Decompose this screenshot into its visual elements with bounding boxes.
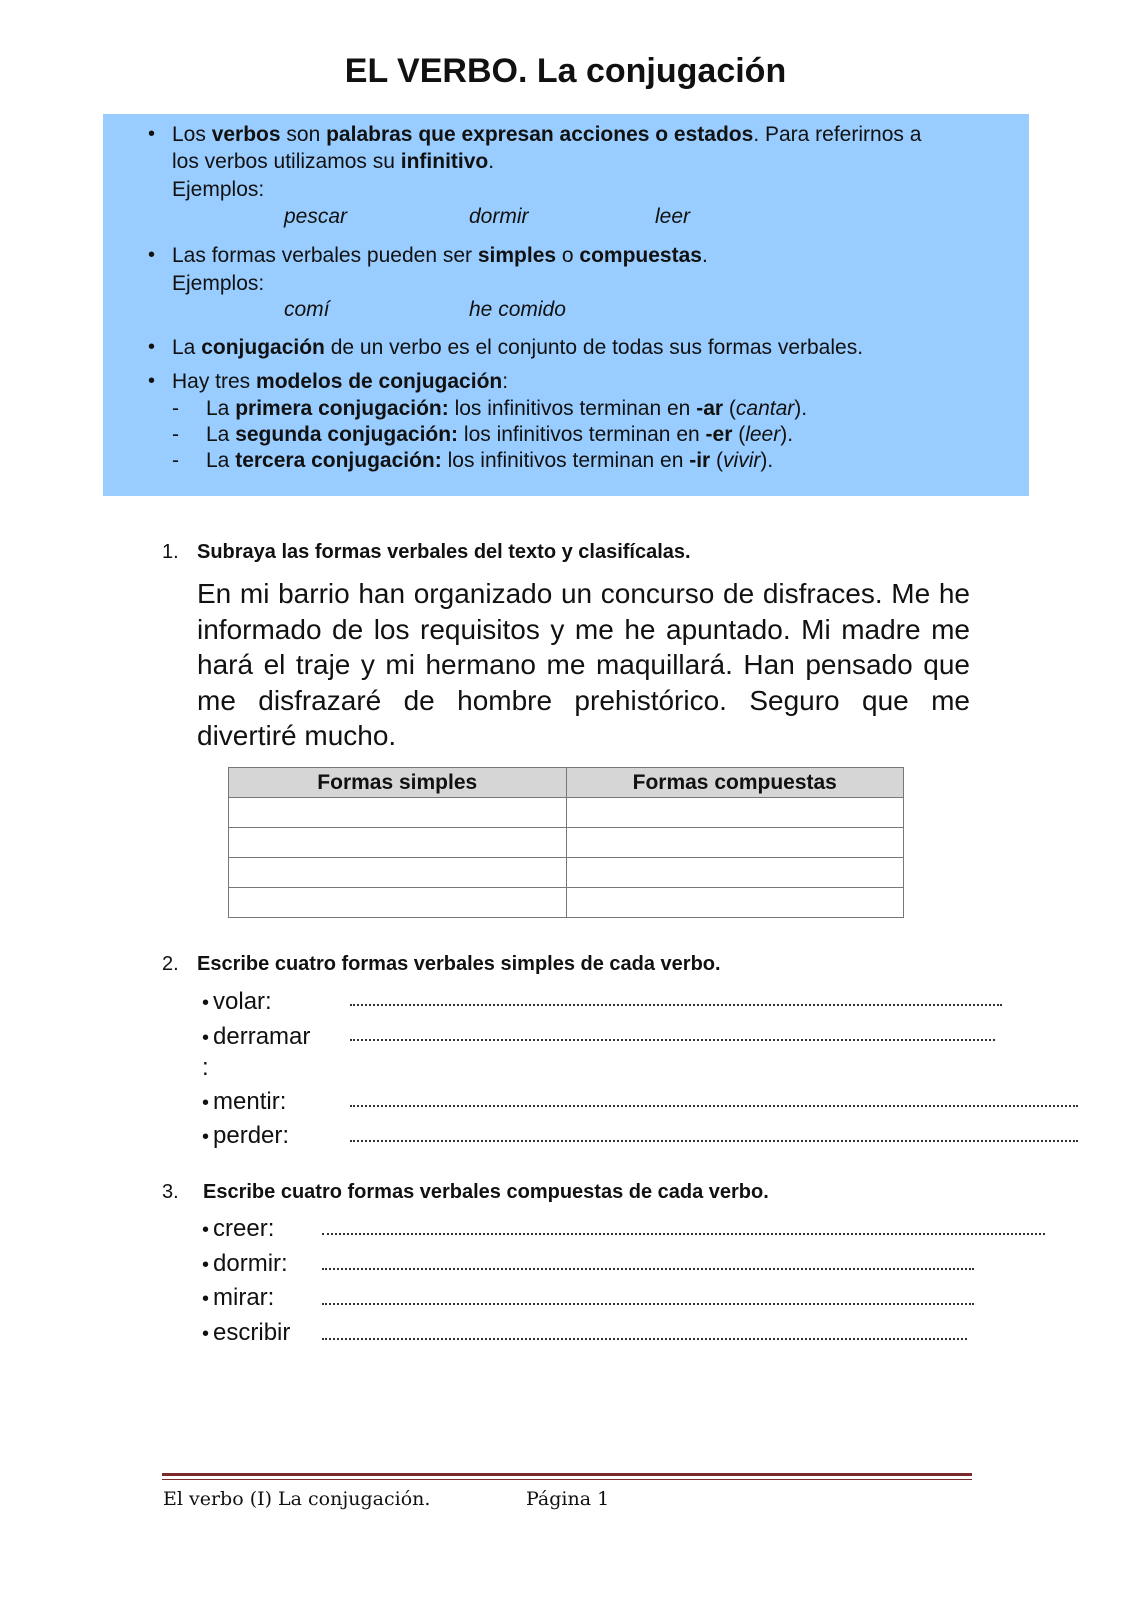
bullet-dot: • [202,1288,210,1310]
bullet-dot: • [202,992,210,1014]
text-italic: cantar [735,397,795,420]
text: La [206,423,236,446]
answer-cell[interactable] [566,828,904,858]
bullet-dot: • [202,1323,210,1345]
verb-item-mirar [202,1284,274,1312]
bullet-dot: • [202,1092,210,1114]
text: ). [794,397,808,420]
example-word: dormir [469,205,529,228]
verb-label: mirar: [213,1284,275,1311]
text-italic: vivir [723,449,761,472]
answer-cell[interactable] [229,888,567,918]
text: Las formas verbales pueden ser [172,244,478,267]
answer-cell[interactable] [229,828,567,858]
question-3-number: 3. [162,1181,179,1203]
text: . Para referirnos a [753,123,922,146]
info-bullet-verbos-line2 [172,148,494,175]
table-header-compuestas: Formas compuestas [566,768,904,798]
bullet-dot: • [148,336,156,358]
example-word: he comido [469,298,566,321]
text: los infinitivos terminan en [448,397,697,420]
verb-label: mentir: [213,1088,287,1115]
dash-marker: - [172,423,179,446]
classification-table [228,767,904,918]
verb-item-perder [202,1122,289,1150]
question-3-text: Escribe cuatro formas verbales compuestas de cada verbo. [203,1181,769,1203]
answer-cell[interactable] [229,858,567,888]
text-bold: infinitivo [400,150,489,173]
example-word: comí [284,298,330,321]
table-row [229,888,904,918]
answer-line[interactable] [322,1303,974,1305]
verb-item-escribir [202,1319,290,1347]
dash-marker: - [172,397,179,420]
verb-item-creer [202,1215,274,1243]
verb-label: escribir [213,1319,291,1346]
question-2-number: 2. [162,953,179,975]
page-title: EL VERBO. La conjugación [344,52,787,90]
text: Hay tres [172,370,257,393]
answer-line[interactable] [350,1140,1078,1142]
verb-item-mentir [202,1088,286,1116]
text-bold: -ar [696,397,724,420]
bullet-dot: • [148,370,156,392]
verb-label: derramar [213,1023,311,1050]
question-1-number: 1. [162,541,179,563]
verb-label-wrap-colon: : [202,1054,209,1081]
answer-cell[interactable] [566,798,904,828]
bullet-dot: • [202,1027,210,1049]
info-bullet-verbos [148,121,922,148]
bullet-dot: • [202,1254,210,1276]
text: . [488,150,495,173]
answer-line[interactable] [322,1338,967,1340]
question-1-text: Subraya las formas verbales del texto y clasifícalas. [197,541,691,563]
text-bold: verbos [211,123,281,146]
verb-label: dormir: [213,1250,288,1277]
bullet-dot: • [202,1126,210,1148]
text: los infinitivos terminan en [458,423,706,446]
info-box [103,114,1029,496]
bullet-dot: • [148,123,156,145]
conjugation-tercera [172,448,774,474]
text: de un verbo es el conjunto de todas sus formas verbales. [324,336,864,359]
footer-rule-thin [162,1479,972,1480]
text: . [701,244,708,267]
text-bold: compuestas [579,244,702,267]
question-2-text: Escribe cuatro formas verbales simples de cada verbo. [197,953,721,975]
text: ( [732,423,746,446]
verb-label: perder: [213,1122,290,1149]
text-italic: leer [745,423,781,446]
text-bold: conjugación [201,336,325,359]
text: Los [172,123,212,146]
verb-item-volar [202,988,272,1016]
info-bullet-modelos [148,368,509,395]
footer-document-title: El verbo (I) La conjugación. [163,1488,431,1510]
text: ). [760,449,774,472]
answer-cell[interactable] [229,798,567,828]
text: ). [780,423,794,446]
answer-line[interactable] [322,1268,974,1270]
verb-label: creer: [213,1215,275,1242]
bullet-dot: • [148,244,156,266]
conjugation-primera [172,396,808,422]
table-row [229,858,904,888]
answer-line[interactable] [350,1105,1078,1107]
ejemplos-label: Ejemplos: [172,178,265,201]
text: son [280,123,327,146]
footer-rule [162,1473,972,1476]
ejemplos-label: Ejemplos: [172,272,265,295]
text-bold: primera conjugación: [235,397,449,420]
text: La [206,397,236,420]
answer-cell[interactable] [566,858,904,888]
bullet-dot: • [202,1219,210,1241]
text: los infinitivos terminan en [441,449,690,472]
info-bullet-conjugacion [148,334,864,361]
verb-item-derramar [202,1023,310,1051]
text: La [206,449,236,472]
text: o [556,244,580,267]
dash-marker: - [172,449,179,472]
text-bold: simples [477,244,557,267]
answer-cell[interactable] [566,888,904,918]
answer-line[interactable] [350,1039,995,1041]
conjugation-segunda [172,422,794,448]
text-bold: modelos de conjugación [256,370,503,393]
text: ( [723,397,736,420]
table-row [229,798,904,828]
verb-item-dormir [202,1250,288,1278]
text: : [502,370,509,393]
table-row [229,828,904,858]
text-bold: palabras que expresan acciones o estados [326,123,754,146]
answer-line[interactable] [322,1233,1045,1235]
example-word: pescar [284,205,348,228]
text: ( [710,449,724,472]
example-word: leer [655,205,691,228]
info-bullet-formas [148,242,708,269]
text-bold: tercera conjugación: [235,449,442,472]
footer-page-number: Página 1 [526,1488,610,1510]
reading-passage: En mi barrio han organizado un concurso de disfraces. Me he informado de los requisitos y me he apuntado. Mi madre me hará el traje y mi hermano me maquillará. Han pensado que me disfrazaré de hombre prehistórico. Seguro que me divertiré mucho. [197,578,970,751]
text-bold: segunda conjugación: [235,423,459,446]
text-bold: -ir [689,449,711,472]
text-bold: -er [705,423,733,446]
verb-label: volar: [213,988,272,1015]
table-header-simples: Formas simples [229,768,567,798]
text: los verbos utilizamos su [172,150,401,173]
answer-line[interactable] [350,1004,1002,1006]
text: La [172,336,202,359]
